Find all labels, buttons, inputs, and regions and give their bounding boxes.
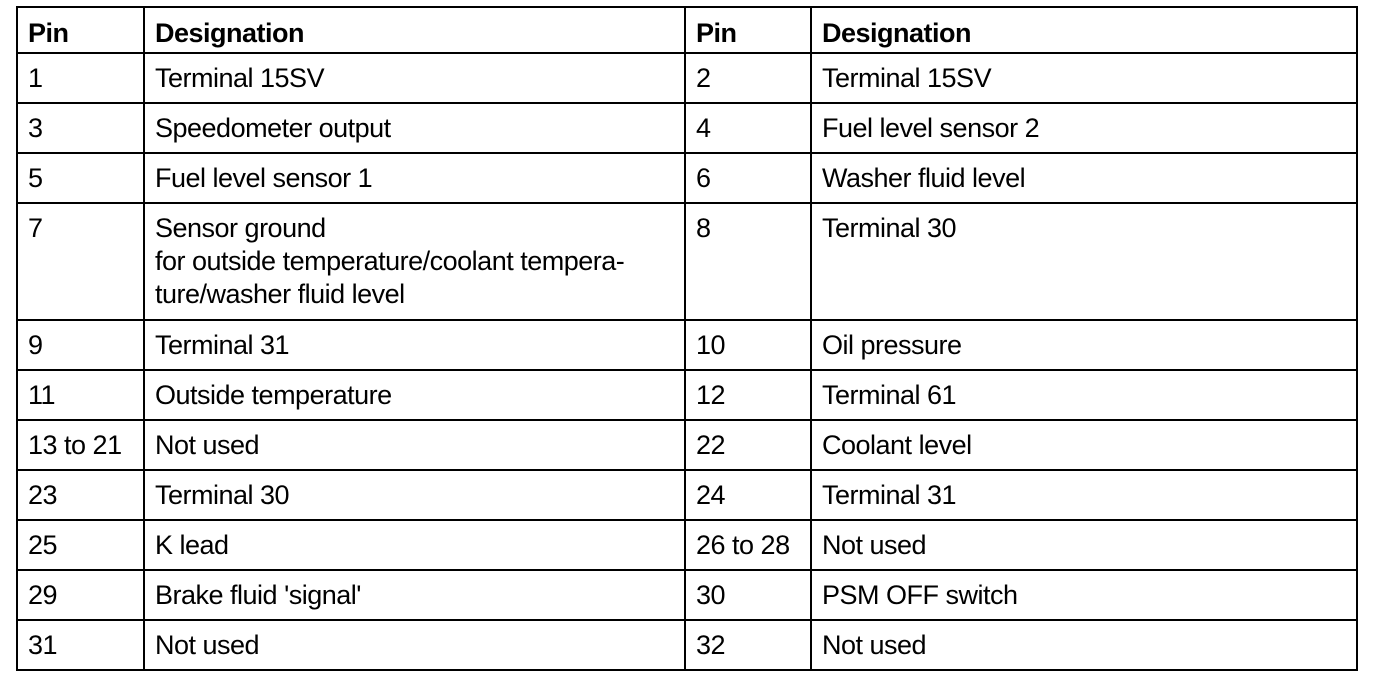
table-body <box>17 53 1357 670</box>
pin-left-cell: 23 <box>17 470 144 520</box>
pin-left-cell: 7 <box>17 203 144 320</box>
designation-left-cell: Terminal 30 <box>144 470 685 520</box>
table-row <box>17 520 1357 570</box>
table-header <box>17 7 1357 53</box>
header-row <box>17 7 1357 53</box>
designation-left-cell: K lead <box>144 520 685 570</box>
table-row <box>17 420 1357 470</box>
table-row <box>17 103 1357 153</box>
header-pin-right: Pin <box>685 7 811 53</box>
designation-right-cell: Fuel level sensor 2 <box>811 103 1357 153</box>
pin-left-cell: 3 <box>17 103 144 153</box>
table-row <box>17 153 1357 203</box>
pin-left-cell: 13 to 21 <box>17 420 144 470</box>
designation-left-cell: Not used <box>144 620 685 670</box>
designation-right-cell: Terminal 61 <box>811 370 1357 420</box>
designation-left-cell: Fuel level sensor 1 <box>144 153 685 203</box>
designation-left-cell: Terminal 31 <box>144 320 685 370</box>
designation-left-cell: Terminal 15SV <box>144 53 685 103</box>
designation-right-cell: Terminal 31 <box>811 470 1357 520</box>
pin-right-cell: 6 <box>685 153 811 203</box>
header-designation-left: Designation <box>144 7 685 53</box>
designation-left-cell: Outside temperature <box>144 370 685 420</box>
pin-left-cell: 1 <box>17 53 144 103</box>
table-row <box>17 320 1357 370</box>
designation-left-cell: Brake fluid 'signal' <box>144 570 685 620</box>
pin-right-cell: 12 <box>685 370 811 420</box>
table-row <box>17 53 1357 103</box>
designation-left-cell: Sensor ground for outside temperature/coolant tempera- ture/washer fluid level <box>144 203 685 320</box>
pin-right-cell: 2 <box>685 53 811 103</box>
pin-left-cell: 9 <box>17 320 144 370</box>
pin-right-cell: 30 <box>685 570 811 620</box>
table-row <box>17 570 1357 620</box>
pin-right-cell: 10 <box>685 320 811 370</box>
designation-right-cell: Not used <box>811 620 1357 670</box>
pin-left-cell: 29 <box>17 570 144 620</box>
designation-left-cell: Not used <box>144 420 685 470</box>
table-row <box>17 370 1357 420</box>
designation-right-cell: Terminal 15SV <box>811 53 1357 103</box>
pin-left-cell: 11 <box>17 370 144 420</box>
table-row <box>17 470 1357 520</box>
pin-right-cell: 24 <box>685 470 811 520</box>
header-designation-right: Designation <box>811 7 1357 53</box>
pin-right-cell: 8 <box>685 203 811 320</box>
pin-left-cell: 5 <box>17 153 144 203</box>
pin-right-cell: 4 <box>685 103 811 153</box>
pin-assignment-table <box>16 6 1358 671</box>
pin-right-cell: 32 <box>685 620 811 670</box>
table-row <box>17 203 1357 320</box>
pin-left-cell: 31 <box>17 620 144 670</box>
designation-right-cell: PSM OFF switch <box>811 570 1357 620</box>
pin-right-cell: 22 <box>685 420 811 470</box>
pin-right-cell: 26 to 28 <box>685 520 811 570</box>
header-pin-left: Pin <box>17 7 144 53</box>
designation-right-cell: Coolant level <box>811 420 1357 470</box>
designation-right-cell: Oil pressure <box>811 320 1357 370</box>
pin-left-cell: 25 <box>17 520 144 570</box>
designation-left-cell: Speedometer output <box>144 103 685 153</box>
designation-right-cell: Washer fluid level <box>811 153 1357 203</box>
designation-right-cell: Not used <box>811 520 1357 570</box>
designation-right-cell: Terminal 30 <box>811 203 1357 320</box>
table-row <box>17 620 1357 670</box>
